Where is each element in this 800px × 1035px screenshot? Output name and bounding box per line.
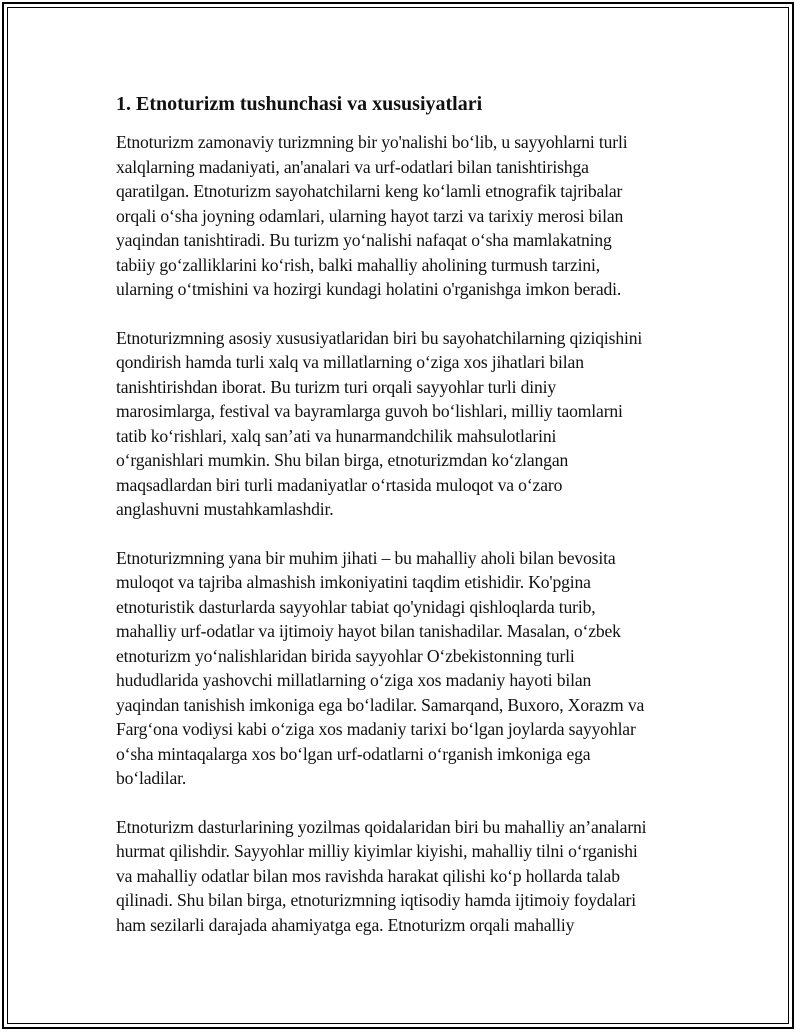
text-line: oʻsha mintaqalarga xos boʻlgan urf-odatlarni oʻrganish imkoniga ega [116,743,591,764]
text-line: xalqlarning madaniyati, an'analari va urf-odatlari bilan tanishtirishga [116,156,589,177]
paragraph-4 [116,815,691,938]
text-line: Fargʻona vodiysi kabi oʻziga xos madaniy tarixi boʻlgan joylarda sayyohlar [116,719,636,739]
text-line: tatib koʻrishlari, xalq san’ati va hunarmandchilik mahsulotlarini [116,425,557,446]
text-line: Etnoturizm zamonaviy turizmning bir yo'nalishi boʻlib, u sayyohlarni turli [116,132,628,152]
text-line: Etnoturizmning yana bir muhim jihati – bu mahalliy aholi bilan bevosita [116,547,616,568]
text-line: yaqindan tanishtiradi. Bu turizm yoʻnalishi nafaqat oʻsha mamlakatning [116,230,612,250]
text-line: ularning oʻtmishini va hozirgi kundagi holatini o'rganishga imkon beradi. [116,279,622,299]
text-line: anglashuvni mustahkamlashdir. [116,499,334,519]
text-line: Etnoturizm dasturlarining yozilmas qoidalaridan biri bu mahalliy an’analarni [116,816,647,837]
text-line: orqali oʻsha joyning odamlari, ularning hayot tarzi va tarixiy merosi bilan [116,205,624,226]
text-line: tanishtirishdan iborat. Bu turizm turi orqali sayyohlar turli diniy [116,376,556,397]
text-line: hududlarida yashovchi millatlarning oʻziga xos madaniy hayoti bilan [116,670,592,690]
text-line: etnoturizm yoʻnalishlaridan birida sayyohlar Oʻzbekistonning turli [116,645,575,666]
section-heading: 1. Etnoturizm tushunchasi va xususiyatlari [116,93,483,115]
text-line: boʻladilar. [116,768,187,788]
text-line: muloqot va tajriba almashish imkoniyatini taqdim etishidir. Ko'pgina [116,572,591,592]
paragraph-2 [116,326,691,522]
text-line: qilinadi. Shu bilan birga, etnoturizmning iqtisodiy hamda ijtimoiy foydalari [116,890,636,910]
text-line: oʻrganishlari mumkin. Shu bilan birga, etnoturizmdan koʻzlangan [116,450,569,470]
text-line: qondirish hamda turli xalq va millatlarning oʻziga xos jihatlari bilan [116,352,584,372]
text-line: mahalliy urf-odatlar va ijtimoiy hayot bilan tanishadilar. Masalan, oʻzbek [116,621,621,641]
text-line: Etnoturizmning asosiy xususiyatlaridan biri bu sayohatchilarning qiziqishini [116,327,643,348]
text-line: marosimlarga, festival va bayramlarga guvoh boʻlishlari, milliy taomlarni [116,401,623,421]
text-line: ham sezilarli darajada ahamiyatga ega. Etnoturizm orqali mahalliy [116,914,575,935]
paragraph-1 [116,130,691,302]
text-line: tabiiy goʻzalliklarini koʻrish, balki mahalliy aholining turmush tarzini, [116,254,601,275]
paragraph-3 [116,546,691,791]
text-line: hurmat qilishdir. Sayyohlar milliy kiyimlar kiyishi, mahalliy tilni oʻrganishi [116,841,638,861]
text-line: yaqindan tanishish imkoniga ega boʻladilar. Samarqand, Buxoro, Xorazm va [116,694,645,715]
document-body [116,90,691,961]
text-line: va mahalliy odatlar bilan mos ravishda harakat qilishi koʻp hollarda talab [116,865,620,886]
text-line: qaratilgan. Etnoturizm sayohatchilarni keng koʻlamli etnografik tajribalar [116,181,623,201]
text-line: etnoturistik dasturlarda sayyohlar tabiat qo'ynidagi qishloqlarda turib, [116,596,596,617]
text-line: maqsadlardan biri turli madaniyatlar oʻrtasida muloqot va oʻzaro [116,474,563,495]
